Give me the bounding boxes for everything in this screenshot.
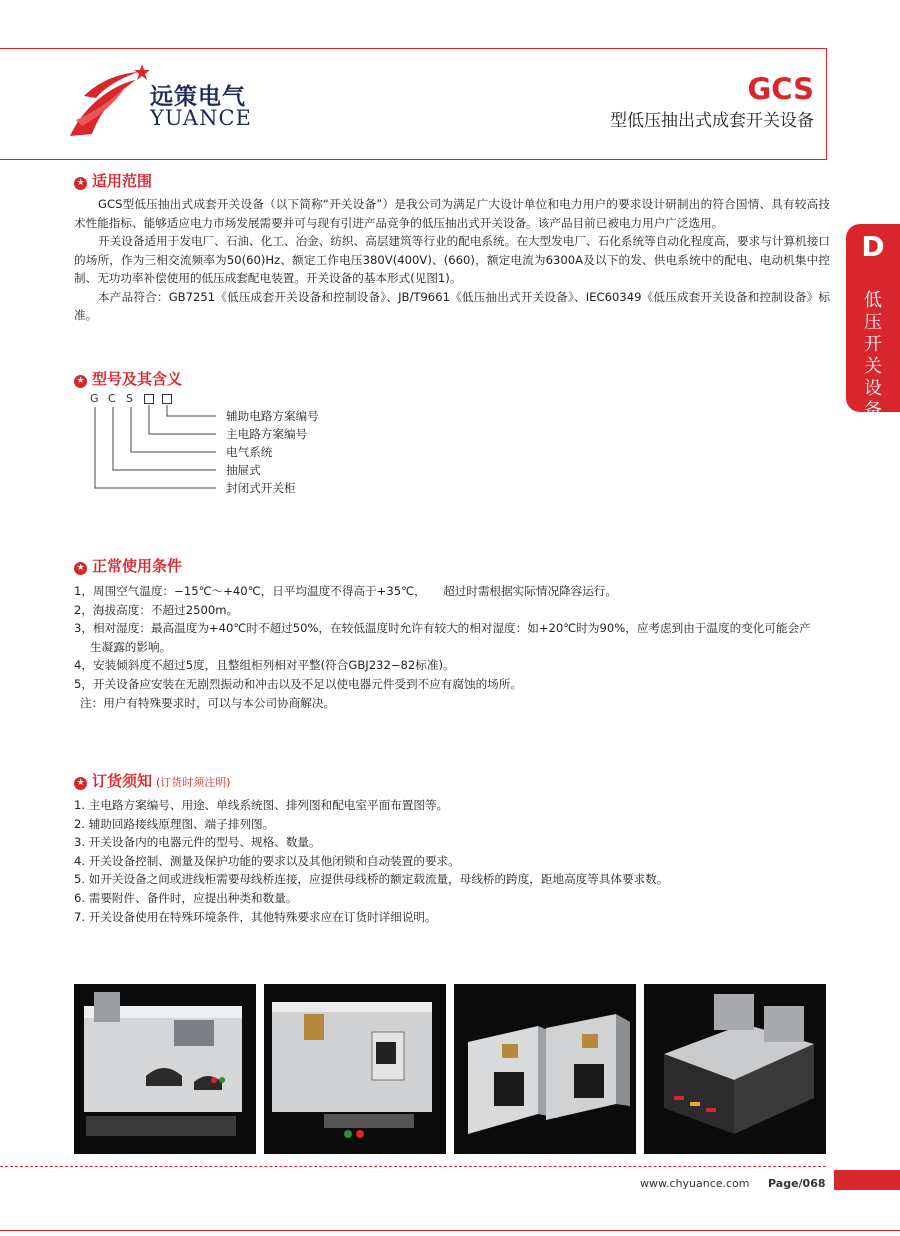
category-letter: D [861,230,885,263]
product-name: 型低压抽出式成套开关设备 [610,111,814,131]
code-letter-c: C [108,392,116,405]
product-photo-1 [74,984,256,1154]
list-note: 注：用户有特殊要求时，可以与本公司协商解决。 [80,695,336,710]
ordering-list [74,796,834,926]
paragraph: 开关设备适用于发电厂、石油、化工、冶金、纺织、高层建筑等行业的配电系统。在大型发电厂、石化系统等自动化程度高，要求与计算机接口的场所，作为三相交流频率为50(60)Hz、额定工作电压380V(400V)、(660)，额定电流为6300A及以下的发、供电系统中的配电、电动机集中控制、无功功率补偿使用的低压成套配电装置。开关设备的基本形式(见图1)。 [74,234,830,285]
list-item: 6. 需要附件、备件时，应提出种类和数量。 [74,890,298,905]
list-item: 2，海拔高度：不超过2500m。 [74,602,239,617]
category-char: 压 [864,312,882,333]
code-label-electrical-system: 电气系统 [226,445,273,459]
list-item: 2. 辅助回路接线原理图、端子排列图。 [74,816,275,831]
footer-website: www.chyuance.com [640,1177,750,1190]
list-item: 1，周围空气温度：−15℃～+40℃，日平均温度不得高于+35℃， 超过时需根据实际情况降容运行。 [74,584,618,598]
model-code-diagram [86,392,386,502]
list-item: 5. 如开关设备之间或进线柜需要母线桥连接，应提供母线桥的额定载流量，母线桥的跨度，距地高度等具体要求数。 [74,872,669,887]
category-char: 开 [864,334,882,355]
product-photo-3 [454,984,636,1154]
list-item: 3，相对湿度：最高温度为+40℃时不超过50%，在较低温度时允许有较大的相对湿度：如+20℃时为90%，应考虑到由于温度的变化可能会产 [74,621,811,636]
star-icon: ★ [74,777,87,790]
conditions-list [74,582,834,712]
star-icon: ★ [74,177,87,190]
list-item: 1. 主电路方案编号、用途、单线系统图、排列图和配电室平面布置图等。 [74,798,449,812]
ordering-note: (订货时须注明) [156,776,231,789]
section-title-conditions: ★ 正常使用条件 [74,555,182,576]
scope-text [74,195,830,325]
code-letter-g: G [90,392,99,405]
code-letter-s: S [126,392,133,405]
code-label-enclosed-cabinet: 封闭式开关柜 [226,481,296,495]
category-side-tab [846,224,900,421]
star-icon: ★ [74,562,87,575]
code-leader-lines [86,392,226,502]
category-label [846,290,900,422]
paragraph: 本产品符合：GB7251《低压成套开关设备和控制设备》、JB/T9661《低压抽出式开关设备》、IEC60349《低压成套开关设备和控制设备》标准。 [74,289,830,322]
category-char: 备 [864,400,882,421]
footer-accent-bar [834,1170,900,1190]
brand-name-cn: 远策电气 [150,84,246,110]
code-label-main-circuit: 主电路方案编号 [226,427,308,441]
section-title-ordering: ★ 订货须知 (订货时须注明) [74,770,231,791]
paragraph: GCS型低压抽出式成套开关设备（以下简称“开关设备”）是我公司为满足广大设计单位和电力用户的要求设计研制出的符合国情、具有较高技术性能指标、能够适应电力市场发展需要并可与现有引进产品竞争的低压抽出式开关设备。该产品目前已被电力用户广泛选用。 [74,197,830,230]
list-item: 4. 开关设备控制、测量及保护功能的要求以及其他闭锁和自动装置的要求。 [74,853,460,868]
code-label-aux-circuit: 辅助电路方案编号 [226,409,319,423]
product-photo-2 [264,984,446,1154]
list-item: 3. 开关设备内的电器元件的型号、规格、数量。 [74,835,321,850]
star-icon: ★ [74,375,87,388]
product-code: GCS [747,72,814,106]
product-photo-4 [644,984,826,1154]
category-char: 低 [864,290,882,311]
list-item: 5，开关设备应安装在无剧烈振动和冲击以及不足以使电器元件受到不应有腐蚀的场所。 [74,676,522,691]
list-item: 4，安装倾斜度不超过5度，且整组柜列相对平整(符合GBJ232−82标准)。 [74,658,455,673]
code-label-drawer-type: 抽屉式 [226,463,261,477]
bottom-border [0,1230,900,1231]
brand-name-en: YUANCE [150,106,252,130]
section-title-scope: ★ 适用范围 [74,170,152,191]
section-title-model: ★ 型号及其含义 [74,368,182,389]
category-char: 设 [864,378,882,399]
list-item: 生凝露的影响。 [90,639,172,654]
list-item: 7. 开关设备使用在特殊环境条件，其他特殊要求应在订货时详细说明。 [74,909,437,924]
footer-page-number: Page/068 [768,1177,826,1190]
footer-divider [0,1166,826,1167]
category-char: 关 [864,356,882,377]
